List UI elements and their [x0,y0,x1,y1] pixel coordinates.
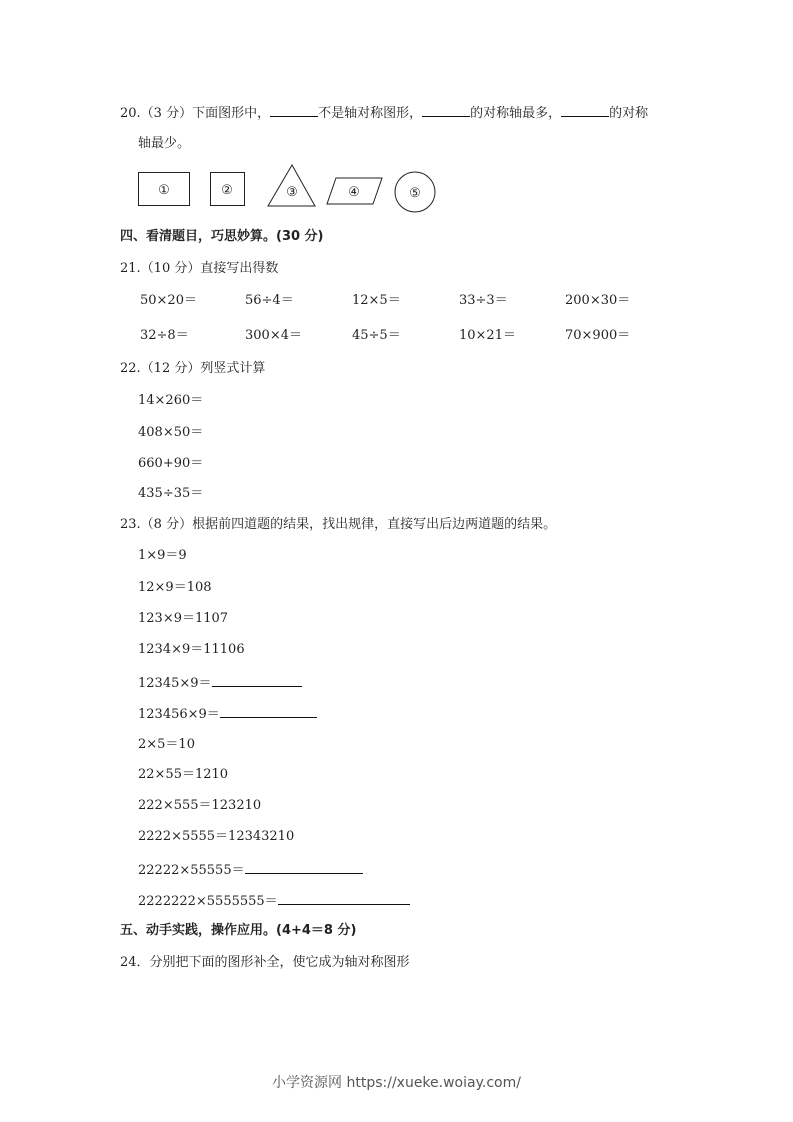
q22-item: 408×50＝ [138,425,204,440]
q23-item-text: 1234×9＝11106 [138,642,245,657]
q23-item-text: 222×555＝123210 [138,798,262,813]
q23-item-text: 123456×9＝ [138,707,220,722]
q21-item: 10×21＝ [459,328,516,343]
q21-item: 300×4＝ [245,328,302,343]
q20-line2: 轴最少。 [138,136,191,151]
q20-part2: 的对称轴最多， [470,106,562,121]
shape-label-2: ② [221,183,233,198]
q23-item-text: 2222222×5555555＝ [138,894,278,909]
q23-item-text: 2×5＝10 [138,737,195,752]
q21-title: 21.（10 分）直接写出得数 [120,261,279,276]
q20-prefix: 20.（3 分）下面图形中， [120,106,271,121]
q20-part3: 的对称 [609,106,649,121]
q23-item [138,674,302,692]
q23-item [138,580,212,596]
section4-title: 四、看清题目，巧思妙算。(30 分) [120,229,324,244]
q23-item-text: 123×9＝1107 [138,611,229,626]
q23-item [138,611,228,627]
q21-item: 32÷8＝ [140,328,189,343]
q23-item [138,548,187,564]
q23-title: 23.（8 分）根据前四道题的结果，找出规律，直接写出后边两道题的结果。 [120,517,557,532]
q23-item [138,737,195,753]
q23-item [138,798,261,814]
q22-item: 435÷35＝ [138,486,204,501]
q21-item: 70×900＝ [565,328,631,343]
q23-answer-blank[interactable] [278,892,410,905]
q21-item: 45÷5＝ [352,328,401,343]
q23-item [138,705,317,723]
q23-item-text: 2222×5555＝12343210 [138,829,295,844]
shape-label-4: ④ [348,185,360,200]
shape-label-5: ⑤ [409,186,421,201]
q23-item [138,892,410,910]
q22-title: 22.（12 分）列竖式计算 [120,361,266,376]
q23-answer-blank[interactable] [220,705,317,718]
q21-item: 33÷3＝ [459,293,508,308]
q22-item: 14×260＝ [138,393,204,408]
q21-item: 12×5＝ [352,293,401,308]
q21-item: 56÷4＝ [245,293,294,308]
q22-item: 660+90＝ [138,456,204,471]
shape-label-3: ③ [286,185,298,200]
q21-item: 50×20＝ [140,293,197,308]
q23-answer-blank[interactable] [245,861,363,874]
section5-title: 五、动手实践，操作应用。(4+4＝8 分) [120,923,357,938]
q23-item-text: 1×9＝9 [138,548,187,563]
q23-item [138,767,228,783]
q24-title: 24．分别把下面的图形补全，使它成为轴对称图形 [120,955,410,970]
q23-item [138,829,294,845]
footer-watermark: 小学资源网 https://xueke.woiay.com/ [272,1075,521,1091]
q23-item-text: 12345×9＝ [138,676,212,691]
q23-item [138,642,245,658]
q23-item-text: 22×55＝1210 [138,767,229,782]
q23-item-text: 12×9＝108 [138,580,212,595]
q23-item [138,861,363,879]
q23-answer-blank[interactable] [212,674,302,687]
q23-item-text: 22222×55555＝ [138,863,245,878]
q20-part1: 不是轴对称图形， [318,106,423,121]
shape-label-1: ① [158,183,170,198]
q20-shapes [0,0,793,230]
q21-item: 200×30＝ [565,293,631,308]
